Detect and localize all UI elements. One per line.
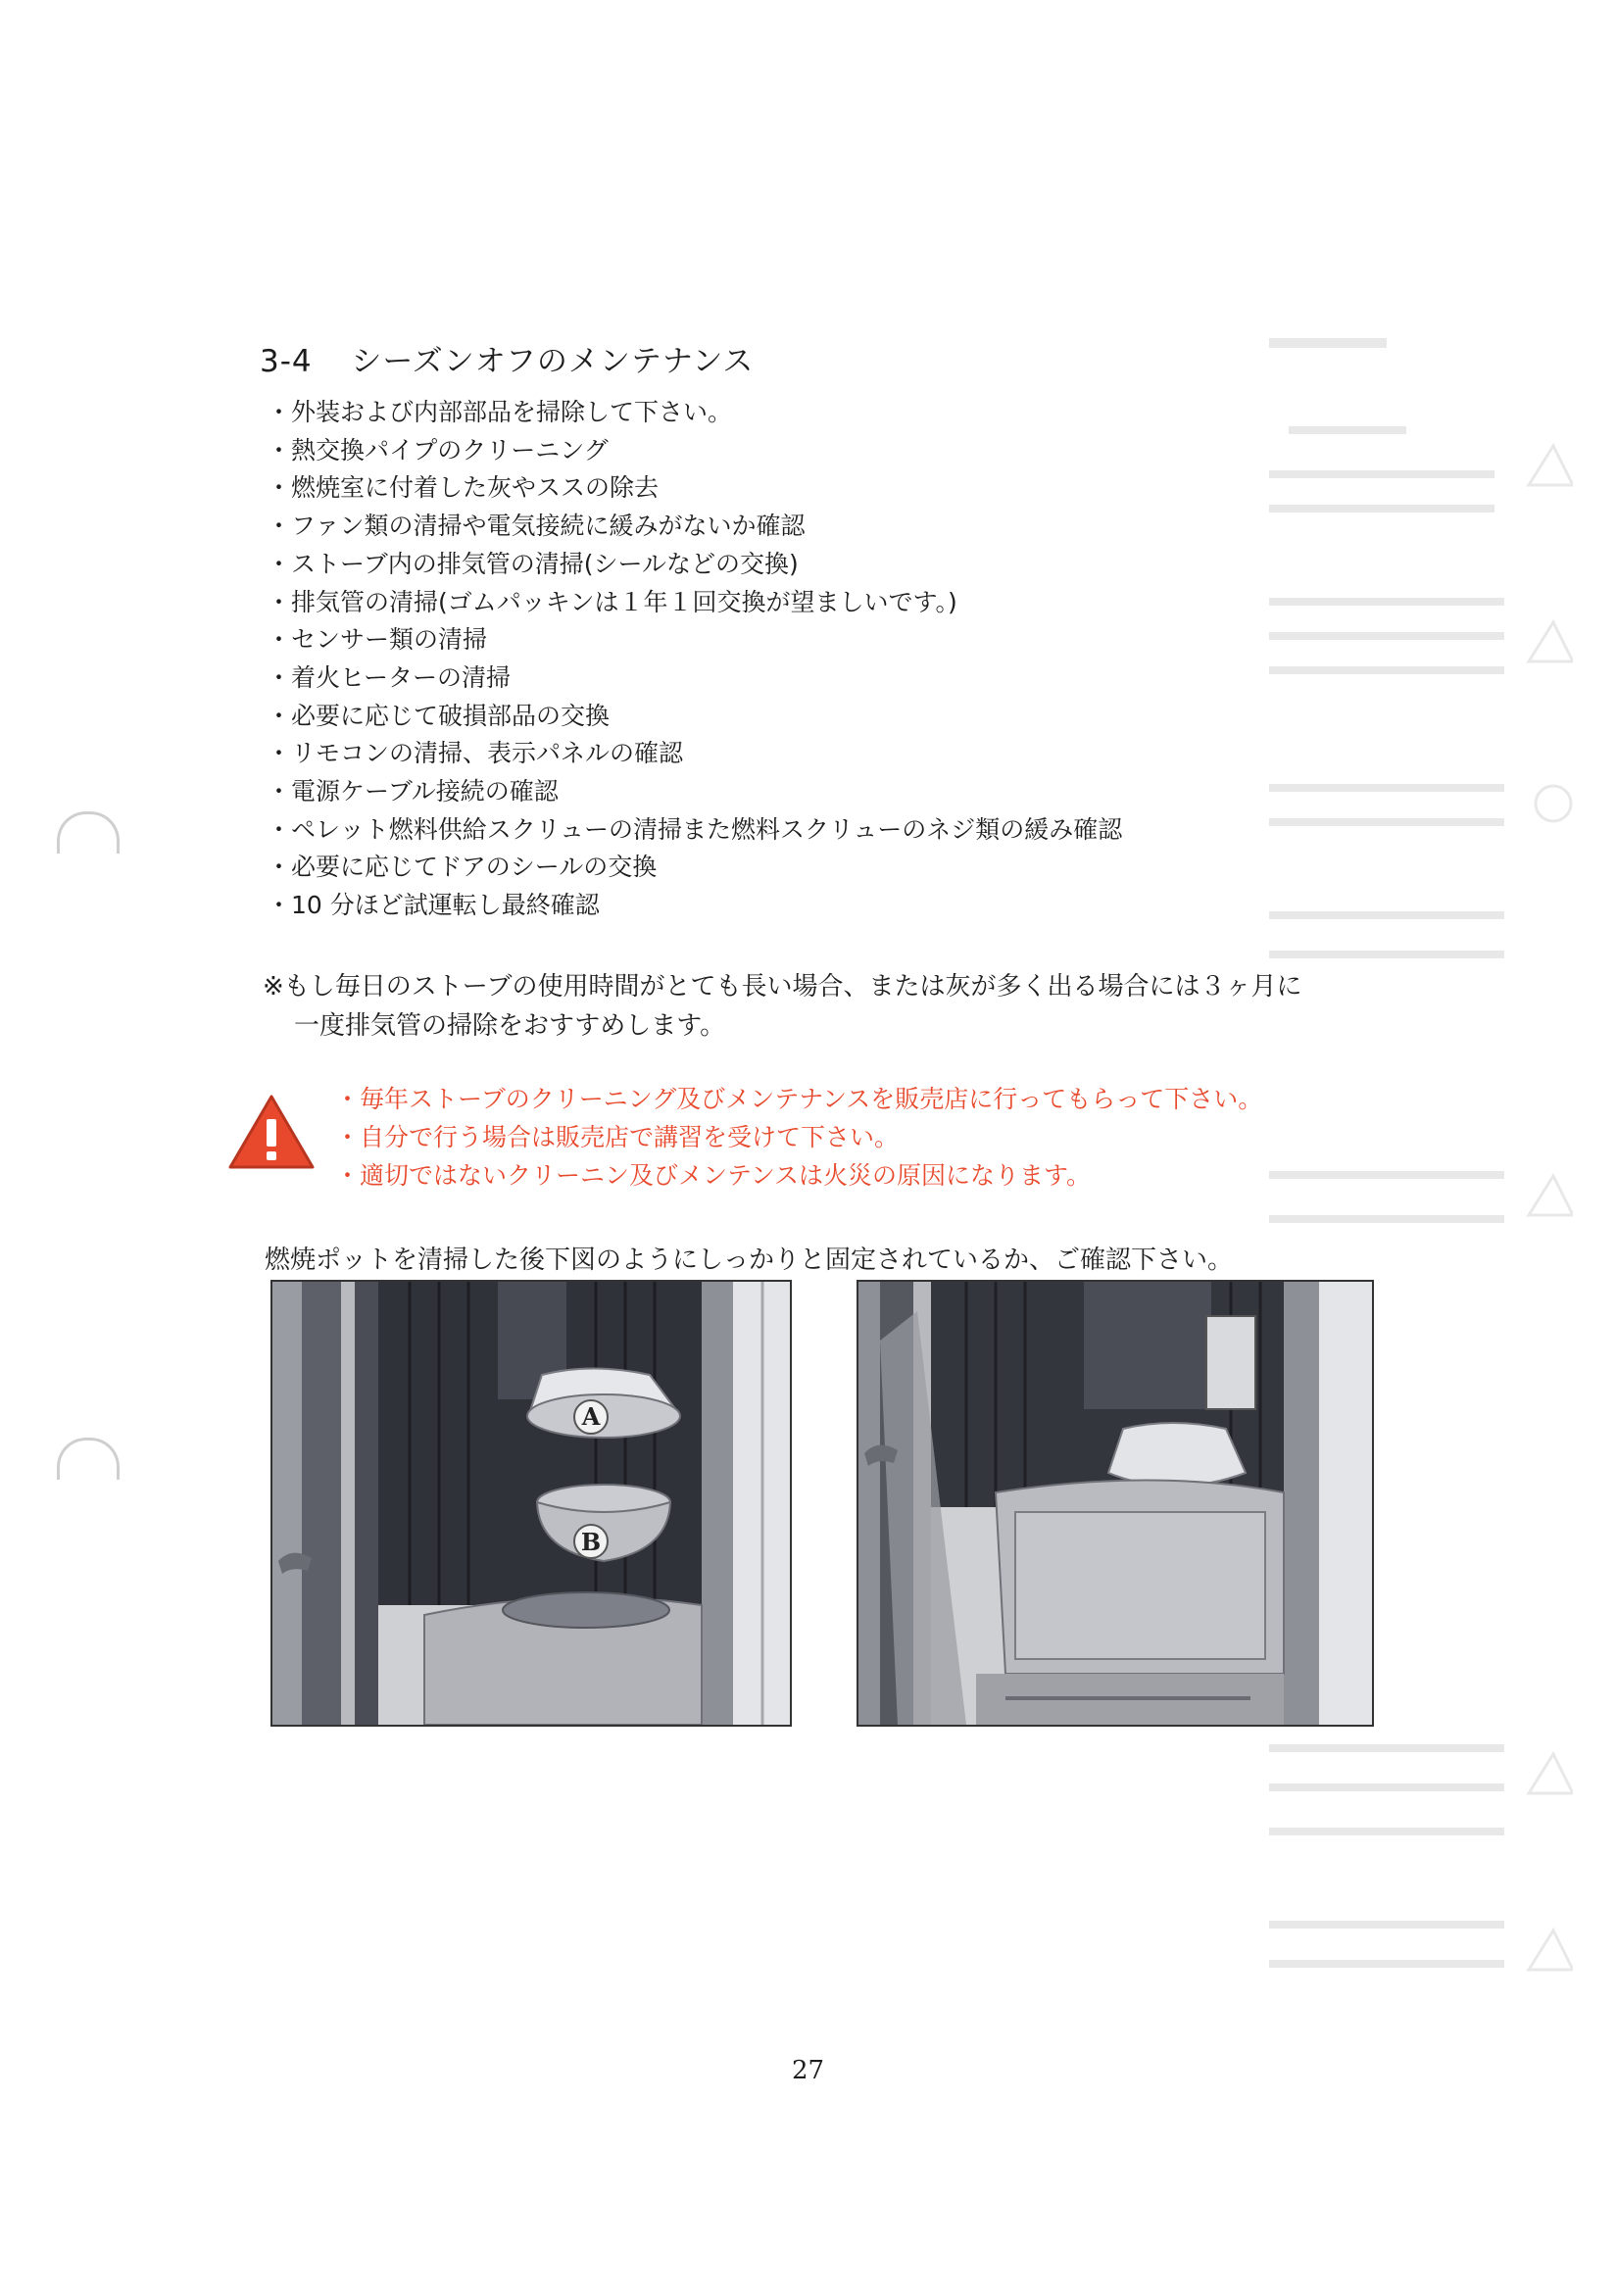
figure-caption: 燃焼ポットを清掃した後下図のようにしっかりと固定されているか、ご確認下さい。 xyxy=(265,1246,1234,1275)
list-item: ・ 熱交換パイプのクリーニング xyxy=(267,432,1122,470)
list-item: ・ 10 分ほど試運転し最終確認 xyxy=(267,887,1122,925)
note-line: 一度排気管の掃除をおすすめします。 xyxy=(294,1011,726,1041)
list-item: ・ センサー類の清掃 xyxy=(267,621,1122,659)
punch-hole-mark xyxy=(57,811,120,854)
maintenance-checklist xyxy=(267,394,1122,925)
warning-line: ・ 適切ではないクリーニン及びメンテンスは火災の原因になります。 xyxy=(335,1156,1262,1195)
part-a-label: A xyxy=(581,1402,601,1431)
list-item: ・ リモコンの清掃、表示パネルの確認 xyxy=(267,735,1122,773)
section-title: シーズンオフのメンテナンス xyxy=(351,344,755,379)
section-number: 3-4 xyxy=(260,344,313,379)
list-item: ・ 着火ヒーターの清掃 xyxy=(267,659,1122,698)
warning-line: ・ 自分で行う場合は販売店で講習を受けて下さい。 xyxy=(335,1118,1262,1156)
stove-exploded-photo xyxy=(270,1280,792,1727)
show-through-shadow xyxy=(1269,338,1573,2004)
usage-note xyxy=(263,967,1399,1046)
list-item: ・ 外装および内部部品を掃除して下さい。 xyxy=(267,394,1122,432)
list-item: ・ ファン類の清掃や電気接続に緩みがないか確認 xyxy=(267,508,1122,546)
section-heading xyxy=(260,336,754,380)
note-line: ※もし毎日のストーブの使用時間がとても長い場合、または灰が多く出る場合には３ヶ月に xyxy=(263,972,1302,1001)
part-b-label: B xyxy=(580,1528,602,1556)
list-item: ・ 必要に応じてドアのシールの交換 xyxy=(267,849,1122,887)
list-item: ・ ストーブ内の排気管の清掃(シールなどの交換) xyxy=(267,546,1122,584)
page-number: 27 xyxy=(791,2056,825,2085)
warning-messages xyxy=(335,1080,1262,1195)
list-item: ・ ペレット燃料供給スクリューの清掃また燃料スクリューのネジ類の緩み確認 xyxy=(267,811,1122,850)
punch-hole-mark xyxy=(57,1438,120,1480)
warning-triangle-icon xyxy=(227,1094,316,1170)
list-item: ・ 排気管の清掃(ゴムパッキンは１年１回交換が望ましいです。) xyxy=(267,584,1122,622)
list-item: ・ 必要に応じて破損部品の交換 xyxy=(267,698,1122,736)
list-item: ・ 電源ケーブル接続の確認 xyxy=(267,773,1122,811)
warning-line: ・ 毎年ストーブのクリーニング及びメンテナンスを販売店に行ってもらって下さい。 xyxy=(335,1080,1262,1118)
stove-assembled-photo xyxy=(857,1280,1374,1727)
list-item: ・ 燃焼室に付着した灰やススの除去 xyxy=(267,469,1122,508)
